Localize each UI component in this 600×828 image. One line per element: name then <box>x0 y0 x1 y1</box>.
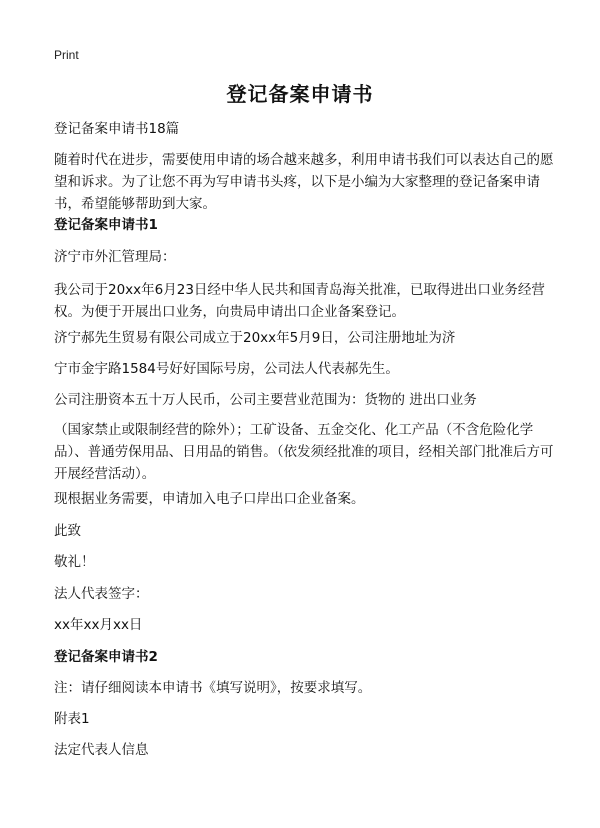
section1-heading: 登记备案申请书1 <box>54 217 158 233</box>
closing-line-1: 此致 <box>54 523 81 539</box>
intro-paragraph: 随着时代在进步，需要使用申请的场合越来越多，利用申请书我们可以表达自己的愿望和诉求。为了让您不再为写申请书头疼，以下是小编为大家整理的登记备案申请书，希望能够帮助到大家。 <box>54 152 554 212</box>
signature-line: 法人代表签字： <box>54 586 149 602</box>
section2-heading: 登记备案申请书2 <box>54 649 158 665</box>
section1-paragraph-4: 公司注册资本五十万人民币，公司主要营业范围为：货物的 进出口业务 <box>54 392 477 408</box>
document-title: 登记备案申请书 <box>226 82 374 106</box>
section1-paragraph-6: 现根据业务需要，申请加入电子口岸出口企业备案。 <box>54 491 365 507</box>
attachment-label: 附表1 <box>54 711 90 727</box>
print-label: Print <box>54 48 79 62</box>
closing-line-2: 敬礼！ <box>54 554 95 570</box>
section1-salutation: 济宁市外汇管理局： <box>54 249 176 265</box>
section1-paragraph-2: 济宁郝先生贸易有限公司成立于20xx年5月9日，公司注册地址为济 <box>54 330 456 346</box>
section2-note: 注：请仔细阅读本申请书《填写说明》，按要求填写。 <box>54 680 372 696</box>
section1-paragraph-5: （国家禁止或限制经营的除外）；工矿设备、五金交化、化工产品（不含危险化学品）、普通劳保用品、日用品的销售。（依发须经批准的项目，经相关部门批准后方可开展经营活动）。 <box>54 422 554 482</box>
date-line: xx年xx月xx日 <box>54 617 143 633</box>
legal-rep-info-label: 法定代表人信息 <box>54 742 149 758</box>
section1-paragraph-3: 宁市金宇路1584号好好国际号房，公司法人代表郝先生。 <box>54 361 399 377</box>
section1-paragraph-1: 我公司于20xx年6月23日经中华人民共和国青岛海关批准，已取得进出口业务经营权。为便于开展出口业务，向贵局申请出口企业备案登记。 <box>54 282 545 320</box>
intro-heading: 登记备案申请书18篇 <box>54 121 180 137</box>
